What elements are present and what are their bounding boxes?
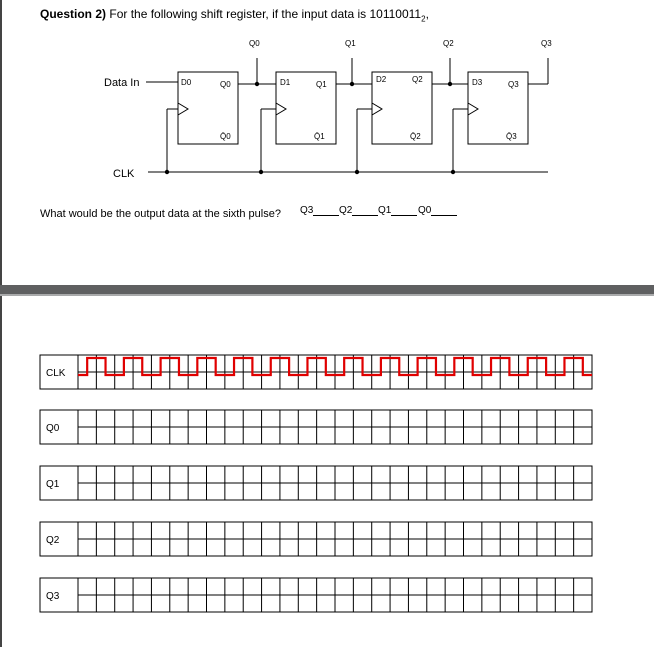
shift-register-diagram xyxy=(0,0,654,200)
ff3-q-label: Q3 xyxy=(508,80,519,89)
answer-q0[interactable]: Q0 xyxy=(418,205,457,216)
question-number: Question 2) xyxy=(40,7,107,21)
data-in-label: Data In xyxy=(104,77,140,89)
question-suffix: , xyxy=(425,7,429,21)
row-label-q3: Q3 xyxy=(46,591,60,602)
ff0-q-label: Q0 xyxy=(220,80,231,89)
ff2-q-label: Q2 xyxy=(412,75,423,84)
row-label-q1: Q1 xyxy=(46,479,60,490)
base-subscript: 2 xyxy=(421,14,426,24)
ff3-out-label: Q3 xyxy=(541,39,552,48)
ff3-d-label: D3 xyxy=(472,78,483,87)
ff1-out-label: Q1 xyxy=(345,39,356,48)
clk-circuit-label: CLK xyxy=(113,168,135,180)
ff1-q-label: Q1 xyxy=(316,80,327,89)
row-label-clk: CLK xyxy=(46,368,66,379)
question-body: For the following shift register, if the input data is 10110011 xyxy=(109,7,422,21)
row-label-q2: Q2 xyxy=(46,535,60,546)
section-separator-light xyxy=(0,294,654,296)
prompt-text: What would be the output data at the sixth pulse? xyxy=(40,208,281,220)
ff2-out-label: Q2 xyxy=(443,39,454,48)
timing-diagram xyxy=(0,340,654,640)
answer-q3[interactable]: Q3 xyxy=(300,205,339,216)
ff1-d-label: D1 xyxy=(280,78,291,87)
answer-q2[interactable]: Q2 xyxy=(339,205,378,216)
ff1-qbar-label: Q̄1 xyxy=(314,132,325,141)
row-label-q0: Q0 xyxy=(46,423,60,434)
answer-q1[interactable]: Q1 xyxy=(378,205,417,216)
ff0-out-label: Q0 xyxy=(249,39,260,48)
section-separator xyxy=(0,285,654,294)
ff2-qbar-label: Q̄2 xyxy=(410,132,421,141)
ff3-qbar-label: Q̄3 xyxy=(506,132,517,141)
ff0-qbar-label: Q̄0 xyxy=(220,132,231,141)
ff2-d-label: D2 xyxy=(376,75,387,84)
ff0-d-label: D0 xyxy=(181,78,192,87)
